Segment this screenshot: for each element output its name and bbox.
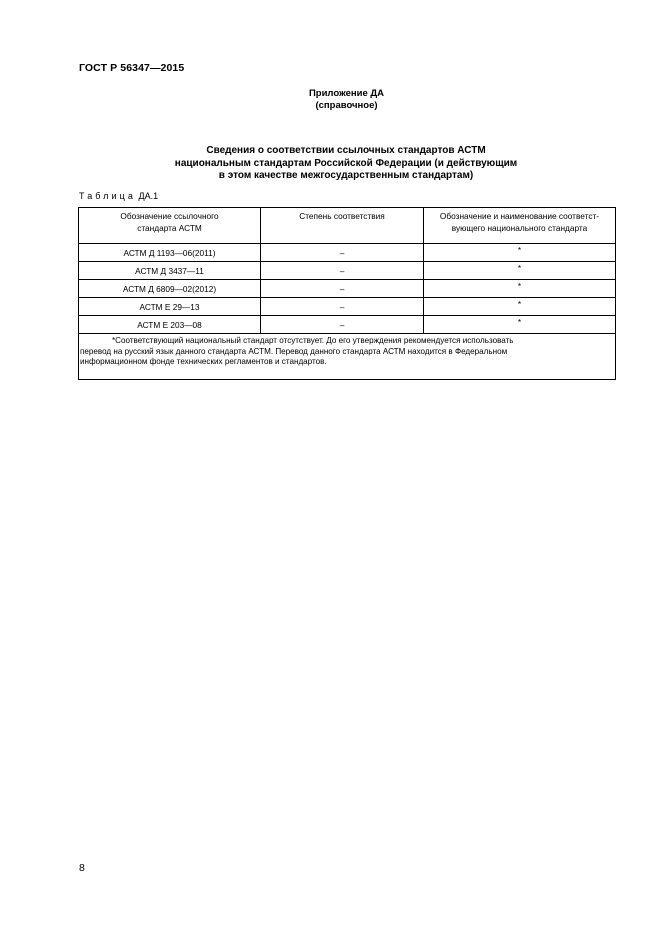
header-standard xyxy=(79,208,261,244)
cell-standard: АСТМ Е 203—08 xyxy=(79,316,261,334)
cell-national: * xyxy=(424,280,616,298)
table-label-word: Таблица xyxy=(79,191,136,201)
header-national-line1: Обозначение и наименование соответст- xyxy=(439,211,600,221)
cell-national: * xyxy=(424,316,616,334)
cell-standard: АСТМ Д 1193—06(2011) xyxy=(79,244,261,262)
section-title-line: национальным стандартам Российской Федерации (и действующим xyxy=(174,157,518,169)
table-footnote-row xyxy=(79,334,616,380)
table-row xyxy=(79,298,616,316)
header-standard-line2: стандарта АСТМ xyxy=(137,222,202,233)
cell-degree: – xyxy=(261,298,424,316)
footnote-line xyxy=(80,336,615,347)
table-label-number: ДА.1 xyxy=(138,191,159,201)
header-national xyxy=(424,208,616,244)
document-code: ГОСТ Р 56347—2015 xyxy=(79,62,185,74)
page-number: 8 xyxy=(79,862,85,874)
section-title xyxy=(100,145,592,183)
header-standard-line1: Обозначение ссылочного xyxy=(120,211,219,221)
table-row xyxy=(79,316,616,334)
table-row xyxy=(79,244,616,262)
cell-standard: АСТМ Е 29—13 xyxy=(79,298,261,316)
cell-national: * xyxy=(424,262,616,280)
table-footnote xyxy=(79,334,616,380)
cell-degree: – xyxy=(261,280,424,298)
section-title-line: в этом качестве межгосударственным стандартам) xyxy=(218,170,474,182)
cell-standard: АСТМ Д 6809—02(2012) xyxy=(79,280,261,298)
table-row xyxy=(79,262,616,280)
cell-degree: – xyxy=(261,244,424,262)
section-title-line: Сведения о соответствии ссылочных стандартов АСТМ xyxy=(206,145,486,156)
cell-standard: АСТМ Д 3437—11 xyxy=(79,262,261,280)
cell-degree: – xyxy=(261,316,424,334)
header-degree-line1: Степень соответствия xyxy=(299,211,385,221)
footnote-line: информационном фонде технических регламентов и стандартов. xyxy=(80,357,327,367)
appendix-subtitle: (справочное) xyxy=(315,100,378,111)
cell-national: * xyxy=(424,298,616,316)
table-header-row xyxy=(79,208,616,244)
conformity-table xyxy=(78,207,616,380)
appendix-title: Приложение ДА xyxy=(308,88,385,99)
cell-national: * xyxy=(424,244,616,262)
header-degree xyxy=(261,208,424,244)
footnote-line: перевод на русский язык данного стандарта АСТМ. Перевод данного стандарта АСТМ находится в Федеральном xyxy=(80,346,508,356)
table-label xyxy=(79,191,158,202)
header-national-line2: вующего национального стандарта xyxy=(451,222,588,233)
footnote-line-text: *Соответствующий национальный стандарт отсутствует. До его утверждения рекомендуется использовать xyxy=(112,336,514,345)
cell-degree: – xyxy=(261,262,424,280)
table-row xyxy=(79,280,616,298)
